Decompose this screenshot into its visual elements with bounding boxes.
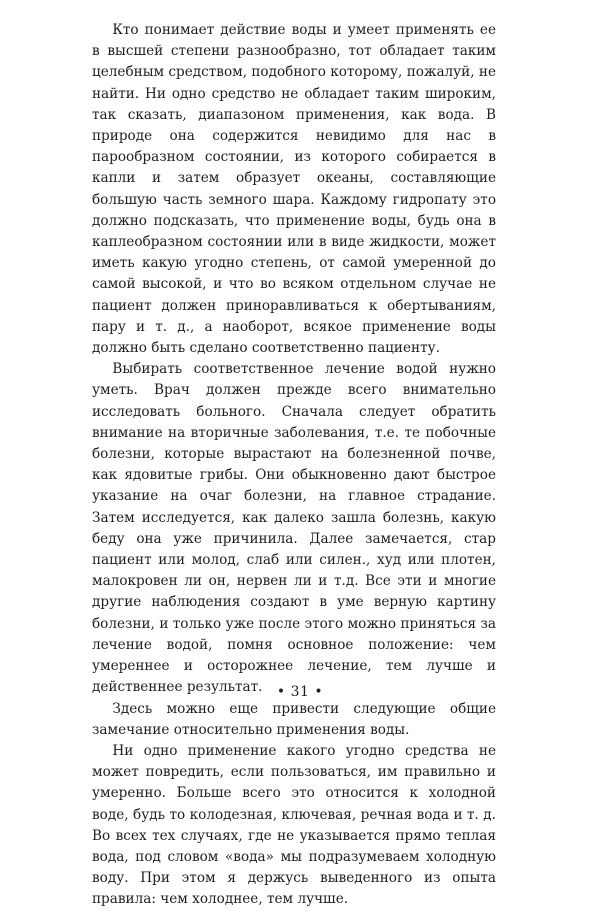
paragraph-1: Кто понимает действие воды и умеет применять ее в высшей степени разнообразно, тот обладает таким целебным средством, подобного которому, пожалуй, не найти. Ни одно средство не обладает таким широким, так сказать, диапазоном применения, как вода. В природе она содержится невидимо для нас в парообразном состоянии, из которого собирается в капли и затем образует океаны, составляющие большую часть земного шара. Каждому гидропату это должно подсказать, что применение воды, будь она в каплеобразном состоянии или в виде жидкости, может иметь какую угодно степень, от самой умеренной до самой высокой, и что во всяком отдельном случае не пациент должен приноравливаться к обертываниям, пару и т. д., а наоборот, всякое применение воды должно быть сделано соответственно пациенту. — [92, 22, 496, 357]
body-text — [92, 20, 496, 911]
page-number: • 31 • — [276, 684, 324, 700]
paragraph-2: Выбирать соответственное лечение водой нужно уметь. Врач должен прежде всего внимательно исследовать больного. Сначала следует обратить внимание на вторичные заболевания, т.е. те побочные болезни, которые вырастают на болезненной почве, как ядовитые грибы. Они обыкновенно дают быстрое указание на очаг болезни, на главное страдание. Затем исследуется, как далеко зашла болезнь, какую беду она уже причинила. Далее замечается, стар пациент или молод, слаб или силен., худ или плотен, малокровен ли он, нервен ли и т.д. Все эти и многие другие наблюдения создают в уме верную картину болезни, и только уже после этого можно приняться за лечение водой, помня основное положение: чем умереннее и осторожнее лечение, тем лучше и действеннее результат. — [92, 361, 496, 696]
paragraph-3: Здесь можно еще привести следующие общие замечание относительно применения воды. — [92, 700, 496, 738]
paragraph-4: Ни одно применение какого угодно средства не может повредить, если пользоваться, им правильно и умеренно. Больше всего это относится к холодной воде, будь то колодезная, ключевая, речная вода и т. д. Во всех тех случаях, где не указывается прямо теплая вода, под словом «вода» мы подразумеваем холодную воду. При этом я держусь выведенного из опыта правила: чем холоднее, тем лучше. — [92, 742, 496, 908]
